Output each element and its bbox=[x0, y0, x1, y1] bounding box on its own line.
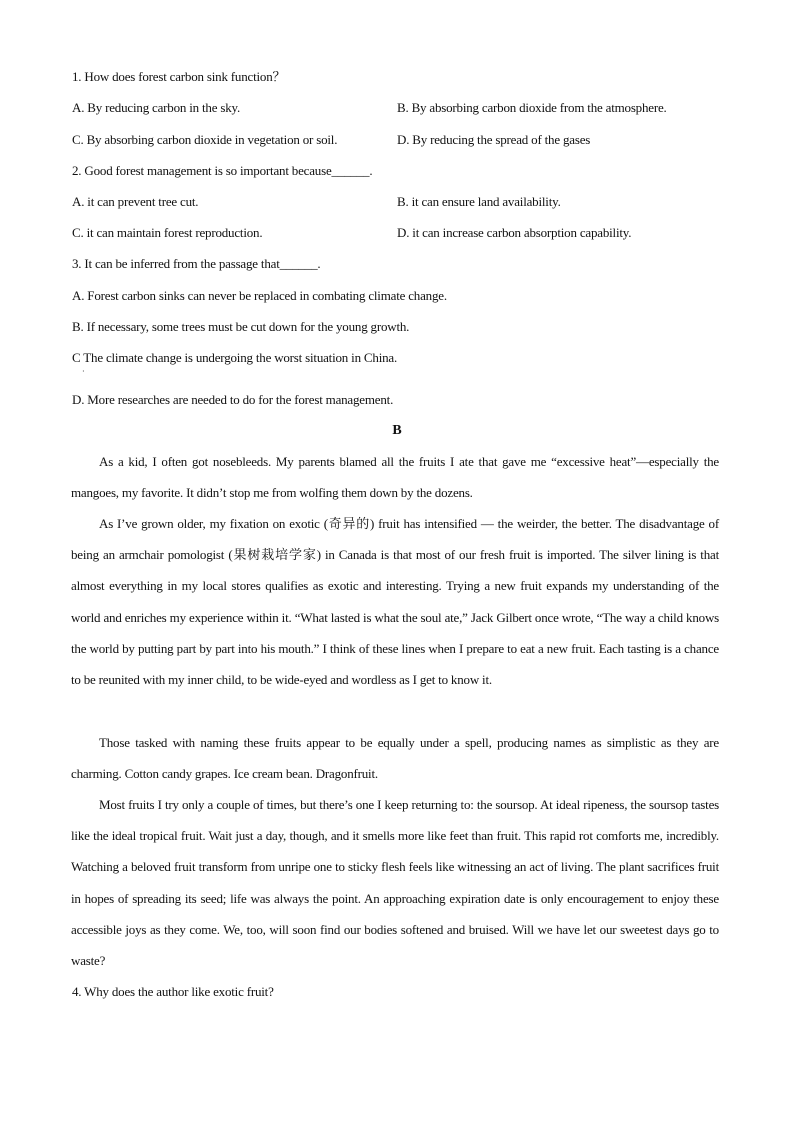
question-1-stem: 1. How does forest carbon sink function？ bbox=[72, 69, 286, 84]
question-3-stem: 3. It can be inferred from the passage that______. bbox=[72, 256, 321, 271]
question-1-option-b: B. By absorbing carbon dioxide from the atmosphere. bbox=[397, 100, 667, 115]
question-1-option-d: D. By reducing the spread of the gases bbox=[397, 132, 591, 147]
question-1-option-a: A. By reducing carbon in the sky. bbox=[72, 100, 241, 115]
passage-paragraph-4: Most fruits I try only a couple of times, but there’s one I keep returning to: the soursop. At ideal ripeness, the soursop tastes like the ideal tropical fruit. Wait just a day, though, and it smells more like feet than fruit. This rapid rot comforts me, incredibly. Watching a beloved fruit transform from unripe one to sticky flesh feels like witnessing an act of living. The plant sacrifices fruit in hopes of spreading its seed; life was always the point. An approaching expiration date is only encouragement to enjoy these accessible joys as they come. We, too, will soon find our bodies softened and bruised. Will we have let our sweetest days go to waste? bbox=[71, 797, 719, 969]
question-3-option-b: B. If necessary, some trees must be cut down for the young growth. bbox=[72, 319, 410, 334]
passage-paragraph-3: Those tasked with naming these fruits appear to be equally under a spell, producing names as simplistic as they are charming. Cotton candy grapes. Ice cream bean. Dragonfruit. bbox=[71, 735, 719, 782]
passage-paragraph-2: As I’ve grown older, my fixation on exotic (奇异的) fruit has intensified — the weirder, the better. The disadvantage of being an armchair pomologist (果树栽培学家) in Canada is that most of our fresh fruit is imported. The silver lining is that almost everything in my local stores qualifies as exotic and interesting. Trying a new fruit expands my understanding of the world and enriches my experience within it. “What lasted is what the soul ate,” Jack Gilbert once wrote, “The way a child knows the world by putting part by part into his mouth.” I think of these lines when I prepare to eat a new fruit. Each tasting is a chance to be reunited with my inner child, to be wide-eyed and wordless as I get to know it. bbox=[71, 516, 719, 688]
stray-mark: · bbox=[82, 367, 85, 376]
question-2-option-a: A. it can prevent tree cut. bbox=[72, 194, 199, 209]
question-2-option-c: C. it can maintain forest reproduction. bbox=[72, 225, 263, 240]
question-3-option-a: A. Forest carbon sinks can never be replaced in combating climate change. bbox=[72, 288, 447, 303]
question-2-option-d: D. it can increase carbon absorption capability. bbox=[397, 225, 632, 240]
passage-paragraph-1: As a kid, I often got nosebleeds. My parents blamed all the fruits I ate that gave me “excessive heat”—especially the mangoes, my favorite. It didn’t stop me from wolfing them down by the dozens. bbox=[71, 454, 719, 501]
section-heading: B bbox=[392, 423, 402, 438]
question-3-option-d: D. More researches are needed to do for the forest management. bbox=[72, 392, 394, 407]
question-4-stem: 4. Why does the author like exotic fruit? bbox=[72, 984, 274, 999]
question-3-option-c: C The climate change is undergoing the worst situation in China. bbox=[72, 350, 398, 365]
question-2-option-b: B. it can ensure land availability. bbox=[397, 194, 561, 209]
question-2-stem: 2. Good forest management is so important because______. bbox=[72, 163, 373, 178]
question-1-option-c: C. By absorbing carbon dioxide in vegetation or soil. bbox=[72, 132, 338, 147]
